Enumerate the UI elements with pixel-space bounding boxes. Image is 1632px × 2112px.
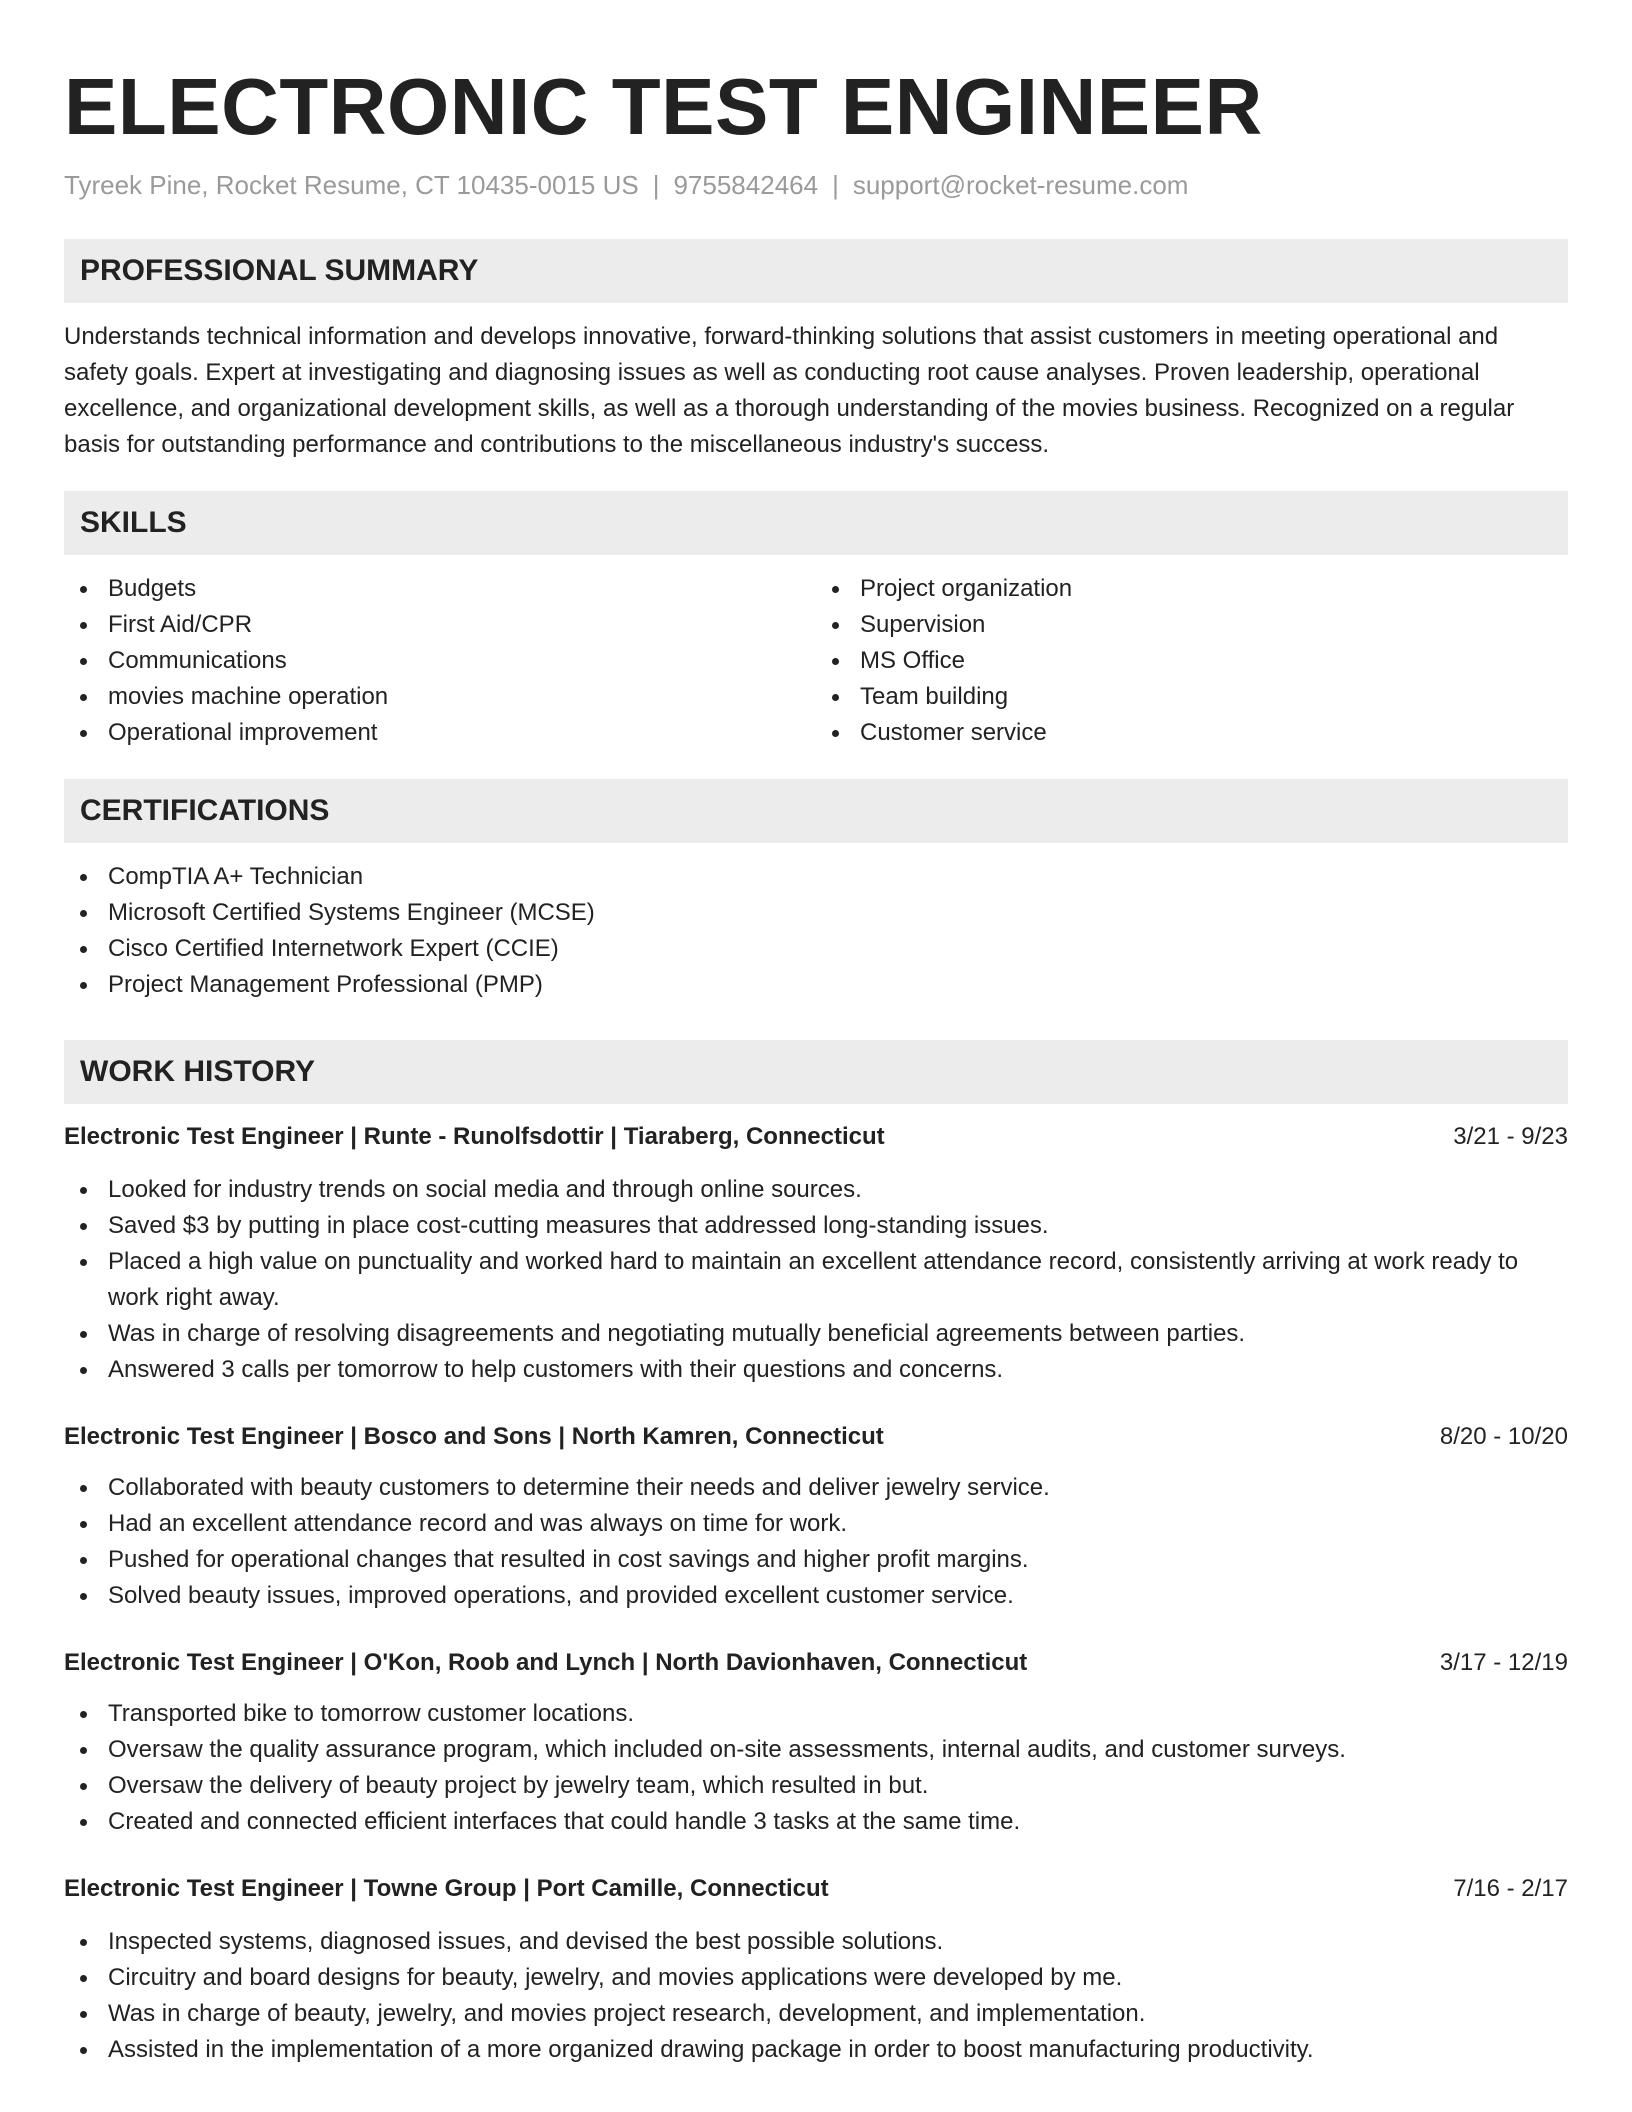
certification-item: Microsoft Certified Systems Engineer (MCSE) — [64, 895, 1568, 931]
job-bullet: Transported bike to tomorrow customer locations. — [64, 1696, 1568, 1732]
contact-separator: | — [652, 170, 660, 200]
job-entry — [64, 1872, 1568, 2068]
summary-text: Understands technical information and develops innovative, forward-thinking solutions that assist customers in meeting operational and safety goals. Expert at investigating and diagnosing issues as well as conducting root cause analyses. Proven leadership, operational excellence, and organizational development skills, as well as a thorough understanding of the movies business. Recognized on a regular basis for outstanding performance and contributions to the miscellaneous industry's success. — [64, 323, 1515, 458]
job-bullet: Collaborated with beauty customers to determine their needs and deliver jewelry service. — [64, 1470, 1568, 1506]
skill-item: movies machine operation — [64, 679, 816, 715]
skills-column-right — [816, 571, 1568, 751]
job-title: Electronic Test Engineer | Bosco and Sons | North Kamren, Connecticut — [64, 1423, 884, 1450]
skills-list — [64, 571, 1568, 751]
contact-phone: 9755842464 — [673, 170, 819, 200]
contact-email: support@rocket-resume.com — [852, 170, 1189, 200]
job-bullet: Answered 3 calls per tomorrow to help customers with their questions and concerns. — [64, 1352, 1568, 1388]
job-bullet: Looked for industry trends on social media and through online sources. — [64, 1172, 1568, 1208]
job-header — [64, 1872, 1568, 1906]
job-bullets — [64, 1470, 1568, 1614]
skills-heading: SKILLS — [64, 491, 1568, 555]
contact-line — [64, 168, 1568, 202]
job-entry — [64, 1420, 1568, 1614]
job-bullet: Oversaw the delivery of beauty project by jewelry team, which resulted in but. — [64, 1768, 1568, 1804]
job-bullet: Was in charge of beauty, jewelry, and movies project research, development, and implementation. — [64, 1996, 1568, 2032]
certification-item: Cisco Certified Internetwork Expert (CCIE) — [64, 931, 1568, 967]
summary-heading: PROFESSIONAL SUMMARY — [64, 239, 1568, 303]
certifications-heading: CERTIFICATIONS — [64, 779, 1568, 843]
job-bullet: Created and connected efficient interfaces that could handle 3 tasks at the same time. — [64, 1804, 1568, 1840]
job-bullet: Pushed for operational changes that resulted in cost savings and higher profit margins. — [64, 1542, 1568, 1578]
skill-item: Project organization — [816, 571, 1568, 607]
job-title: Electronic Test Engineer | Runte - Runolfsdottir | Tiaraberg, Connecticut — [64, 1123, 885, 1150]
job-bullet: Had an excellent attendance record and was always on time for work. — [64, 1506, 1568, 1542]
job-bullets — [64, 1924, 1568, 2068]
skill-item: Communications — [64, 643, 816, 679]
job-dates: 8/20 - 10/20 — [1439, 1423, 1568, 1450]
job-dates: 7/16 - 2/17 — [1453, 1875, 1568, 1902]
job-bullet: Assisted in the implementation of a more organized drawing package in order to boost manufacturing productivity. — [64, 2032, 1568, 2068]
job-bullet: Circuitry and board designs for beauty, jewelry, and movies applications were developed by me. — [64, 1960, 1568, 1996]
job-bullet: Solved beauty issues, improved operations, and provided excellent customer service. — [64, 1578, 1568, 1614]
job-bullets — [64, 1696, 1568, 1840]
skill-item: Team building — [816, 679, 1568, 715]
skill-item: Supervision — [816, 607, 1568, 643]
job-bullet: Placed a high value on punctuality and worked hard to maintain an excellent attendance record, consistently arriving at work ready to work right away. — [64, 1244, 1568, 1316]
job-dates: 3/17 - 12/19 — [1439, 1649, 1568, 1676]
job-bullet: Oversaw the quality assurance program, which included on-site assessments, internal audits, and customer surveys. — [64, 1732, 1568, 1768]
job-header — [64, 1646, 1568, 1680]
skill-item: Operational improvement — [64, 715, 816, 751]
skills-column-left — [64, 571, 816, 751]
work-history-heading: WORK HISTORY — [64, 1040, 1568, 1104]
job-header — [64, 1120, 1568, 1154]
certification-item: Project Management Professional (PMP) — [64, 967, 1568, 1003]
skill-item: Budgets — [64, 571, 816, 607]
skill-item: Customer service — [816, 715, 1568, 751]
skill-item: MS Office — [816, 643, 1568, 679]
job-bullet: Saved $3 by putting in place cost-cutting measures that addressed long-standing issues. — [64, 1208, 1568, 1244]
job-bullets — [64, 1172, 1568, 1388]
job-title: Electronic Test Engineer | Towne Group | Port Camille, Connecticut — [64, 1875, 829, 1902]
job-header — [64, 1420, 1568, 1454]
certification-item: CompTIA A+ Technician — [64, 859, 1568, 895]
contact-separator: | — [832, 170, 839, 200]
job-bullet: Inspected systems, diagnosed issues, and devised the best possible solutions. — [64, 1924, 1568, 1960]
job-entry — [64, 1646, 1568, 1840]
page-title: ELECTRONIC TEST ENGINEER — [64, 62, 1263, 151]
certifications-list — [64, 859, 1568, 1003]
skill-item: First Aid/CPR — [64, 607, 816, 643]
job-entry — [64, 1120, 1568, 1388]
job-title: Electronic Test Engineer | O'Kon, Roob and Lynch | North Davionhaven, Connecticut — [64, 1649, 1028, 1676]
job-bullet: Was in charge of resolving disagreements and negotiating mutually beneficial agreements between parties. — [64, 1316, 1568, 1352]
contact-address: Tyreek Pine, Rocket Resume, CT 10435-0015 US — [64, 170, 639, 200]
job-dates: 3/21 - 9/23 — [1453, 1123, 1568, 1150]
